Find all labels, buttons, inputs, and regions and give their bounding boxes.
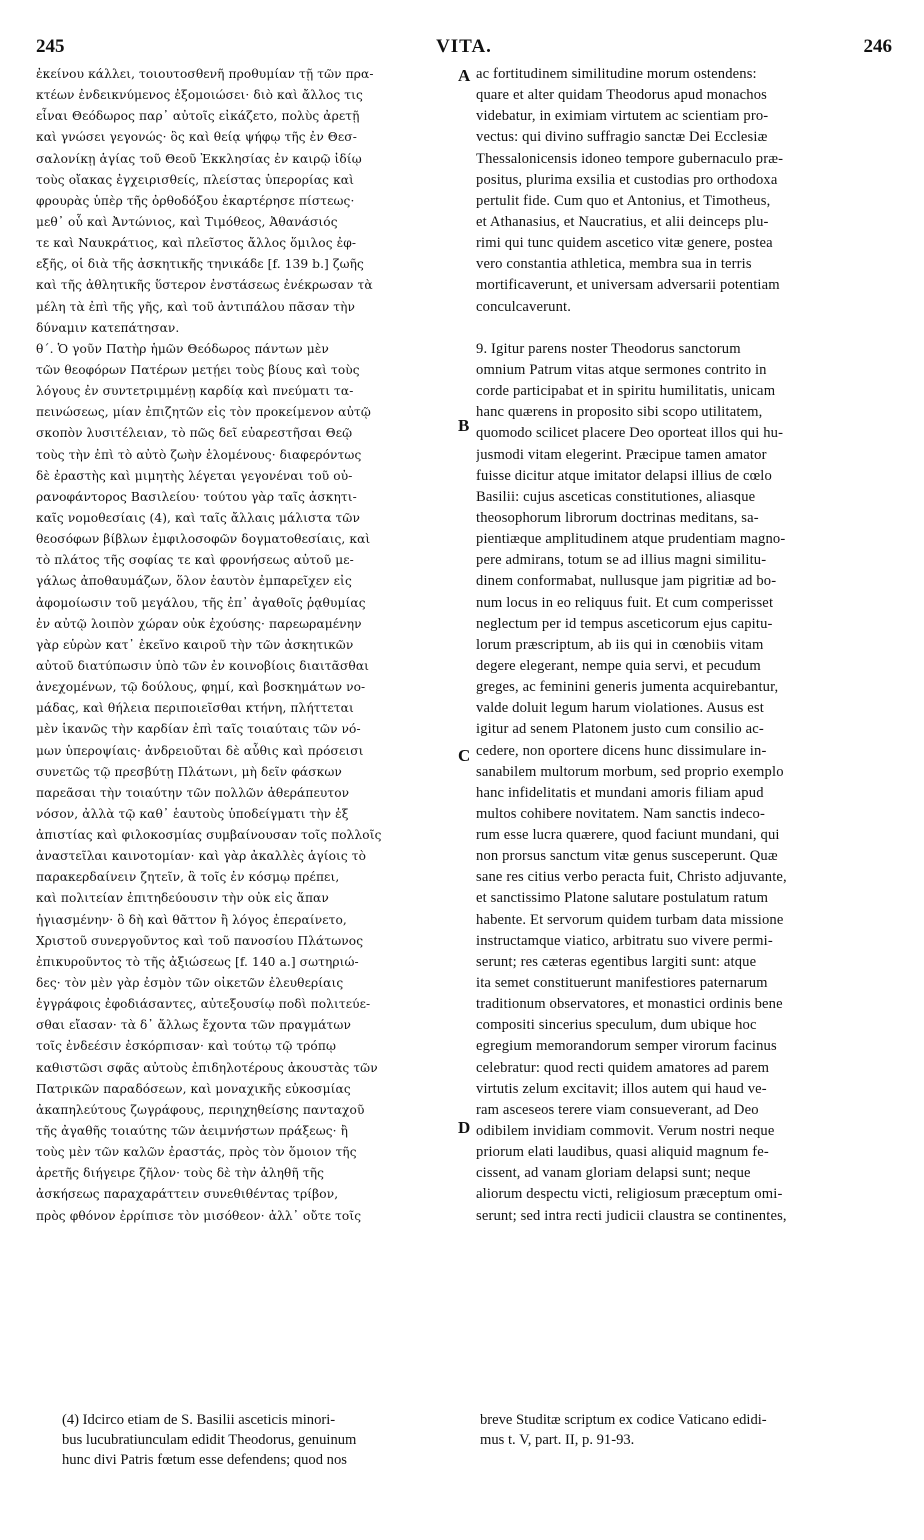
greek-text-line: καθιστῶσι σφᾶς αὐτοὺς ἐπιδηλοτέρους ἀκουστὰς τῶν [36, 1060, 378, 1075]
greek-text-line: καὶ γνώσει γεγονώς· ὃς καὶ θείᾳ ψήφῳ τῆς ἐν Θεσ- [36, 130, 357, 145]
latin-text-line: cedere, non oportere dicens hunc dissimulare in- [476, 742, 767, 759]
greek-text-line: ἀκαπηλεύτους ζωγράφους, περιηχηθείσης πανταχοῦ [36, 1102, 365, 1117]
greek-text-line: γάλως ἀποθαυμάζων, ὅλον ἑαυτὸν ἐμπαρεῖχεν εἰς [36, 574, 352, 589]
greek-text-line: αὐτοῦ διατύπωσιν ὑπὸ τῶν ἐν κοινοβίοις διαιτᾶσθαι [36, 658, 370, 673]
margin-letter-a: A [458, 66, 471, 85]
latin-text-line: Thessalonicensis idoneo tempore gubernaculo præ- [476, 150, 784, 167]
latin-text-line: quare et alter quidam Theodorus apud monachos [476, 87, 767, 104]
greek-text-line: μέλη τὰ ἐπὶ τῆς γῆς, καὶ τοῦ ἀντιπάλου πᾶσαν τὴν [36, 299, 356, 314]
latin-text-line: traditionum observatores, et monastici ordinis bene [476, 996, 783, 1013]
greek-text-line: ἀπιστίας καὶ φιλοκοσμίας συμβαίνουσαν τοῖς πολλοῖς [36, 828, 382, 843]
greek-text-line: ἀφομοίωσιν τοῦ μεγάλου, τῆς ἐπ᾽ ἀγαθοῖς ῥᾳθυμίας [36, 595, 366, 610]
greek-text-line: δύναμιν κατεπάτησαν. [36, 320, 180, 335]
greek-text-line: μεθ᾽ οὗ καὶ Ἀντώνιος, καὶ Τιμόθεος, Ἀθανάσιός [36, 214, 338, 229]
latin-text-line: mortificaverunt, et universam adversarii potentiam [476, 277, 780, 294]
greek-text-line: τὸ πλάτος τῆς σοφίας τε καὶ φρονήσεως αὐτοῦ με- [36, 553, 354, 568]
latin-text-line: neglectum per id tempus asceticorum ejus capitu- [476, 615, 773, 632]
latin-text-line: ram asceseos terere viam consueverant, ad Deo [476, 1101, 759, 1118]
latin-text-line: habente. Et servorum quidem turbam data missione [476, 911, 784, 928]
greek-text-line: τοῖς ἐνδεέσιν ἐσκόρπισαν· καὶ τούτῳ τῷ τρόπῳ [36, 1039, 337, 1054]
latin-text-line: lorum præscriptum, ab iis qui in cœnobiis vitam [476, 636, 764, 653]
greek-text-line: συνετῶς τῷ πρεσβύτῃ Πλάτωνι, μὴ δεῖν φάσκων [36, 764, 342, 779]
greek-text-line: λόγους ἐν συντετριμμένῃ καρδίᾳ καὶ πνεύματι τα- [36, 384, 354, 399]
margin-letter-b: B [458, 416, 470, 435]
latin-text-line: et Athanasius, et Naucratius, et alii deinceps plu- [476, 213, 769, 230]
greek-text-line: ἀνεχομένων, τῷ δούλους, φημί, καὶ βοσκημάτων νο- [36, 680, 366, 695]
latin-text-line [476, 318, 894, 339]
latin-text-line: dinem conformabat, nullusque jam pigritiæ ad bo- [476, 573, 777, 590]
greek-text-line: τοὺς τὴν ἐπὶ τὸ αὐτὸ ζωὴν ἑλομένους· διαφερόντως [36, 447, 362, 462]
footnote-line: mus t. V, part. II, p. 91-93. [480, 1432, 635, 1448]
greek-text-column [36, 64, 454, 1227]
greek-text-line: ἀρετῆς διήγειρε ζῆλον· τοὺς δὲ τὴν ἀληθῆ τῆς [36, 1166, 325, 1181]
greek-text-line: Χριστοῦ συνεργοῦντος καὶ τοῦ πανοσίου Πλάτωνος [36, 933, 364, 948]
latin-text-line: conculcaverunt. [476, 298, 572, 315]
latin-text-column [476, 64, 894, 1227]
footnote-right [480, 1410, 890, 1450]
footnote-line: bus lucubratiunculam edidit Theodorus, genuinum [62, 1432, 357, 1448]
greek-text-line: τε καὶ Ναυκράτιος, καὶ πλεῖστος ἄλλος ὅμιλος ἐφ- [36, 236, 357, 251]
latin-text-line: serunt; res cæteras egentibus largiti sunt: atque [476, 953, 757, 970]
footnote-line: (4) Idcirco etiam de S. Basilii asceticis minori- [62, 1412, 336, 1428]
greek-text-line: ἐκείνου κάλλει, τοιουτοσθενῆ προθυμίαν τῇ τῶν πρα- [36, 67, 374, 81]
latin-text-line: jusmodi vitam elegerint. Præcipue tamen amator [476, 446, 767, 463]
greek-text-line: μων ὑπεροψίαις· ἀνδρειοῦται δὲ αὖθις καὶ πρόσεισι [36, 743, 364, 758]
greek-text-line: πρὸς φθόνον ἐρρίπισε τὸν μισόθεον· ἀλλ᾽ οὔτε τοῖς [36, 1208, 362, 1223]
latin-text-line: num locus in eo reliquus fuit. Et cum comperisset [476, 594, 774, 611]
greek-text-line: δες· τὸν μὲν γὰρ ἐσμὸν τῶν οἰκετῶν ἐλευθερίαις [36, 976, 344, 991]
greek-text-line: παρεᾶσαι τὴν τοιαύτην τῶν πολλῶν ἀθεράπευτον [36, 785, 350, 800]
latin-text-line: virtutis zelum excitavit; illos autem qui haud ve- [476, 1080, 767, 1097]
latin-text-line: serunt; sed intra recti judicii claustra se continentes, [476, 1207, 787, 1224]
latin-text-line: vero constantia athletica, membra sua in terris [476, 256, 752, 273]
latin-text-line: compositi sincerius speculum, dum ubique hoc [476, 1017, 757, 1034]
latin-text-line: priorum elati laudibus, quasi aliquid magnum fe- [476, 1144, 769, 1161]
latin-text-line: hanc infidelitatis et mundani amoris filiam apud [476, 784, 764, 801]
latin-text-line: rimi qui tunc quidem ascetico vitæ genere, postea [476, 235, 773, 252]
latin-text-line: pere admirans, totum se ad illius magni similitu- [476, 552, 767, 569]
latin-text-line: multos cohibere novitatem. Nam sanctis indeco- [476, 805, 765, 822]
greek-text-line: τοὺς οἴακας ἐγχειρισθείς, πλείστας ὑπερορίας καὶ [36, 172, 355, 187]
greek-text-line: εξῆς, οἱ διὰ τῆς ἀσκητικῆς τηνικάδε [f. 139 b.] ζωῆς [36, 257, 364, 272]
right-page-number: 246 [863, 36, 892, 57]
greek-text-line: καῖς νομοθεσίαις (4), καὶ ταῖς ἄλλαις μάλιστα τῶν [36, 510, 360, 525]
latin-text-line: cissent, ad vanam gloriam delapsi sunt; neque [476, 1165, 751, 1182]
footnote-line: breve Studitæ scriptum ex codice Vaticano edidi- [480, 1412, 767, 1428]
greek-text-line: ἐν αὐτῷ λοιπὸν χώραν οὐκ ἐχούσης· παρεωραμένην [36, 616, 362, 631]
footnote-left [62, 1410, 454, 1470]
left-page-number: 245 [36, 36, 65, 57]
latin-text-line: vectus: qui divino suffragio sanctæ Dei Ecclesiæ [476, 129, 768, 146]
latin-text-line: egregium memorandorum semper virorum facinus [476, 1038, 777, 1055]
greek-text-line: μάδας, καὶ θήλεια περιποιεῖσθαι κτήνη, πλήττεται [36, 701, 354, 716]
latin-text-line: theosophorum librorum doctrinas meditans, sa- [476, 509, 759, 526]
greek-text-line: γὰρ εὑρὼν κατ᾽ ἐκεῖνο καιροῦ τὴν τῶν ἀσκητικῶν [36, 637, 354, 652]
latin-text-line: pientiæque amplitudinem atque prudentiam magno- [476, 531, 786, 548]
greek-text-line: κτέων ἐνδεικνύμενος ἐξομοιώσει· διὸ καὶ ἄλλος τις [36, 88, 363, 103]
latin-text-line: 9. Igitur parens noster Theodorus sanctorum [476, 340, 741, 357]
greek-text-line: θ´. Ὁ γοῦν Πατὴρ ἡμῶν Θεόδωρος πάντων μὲν [36, 341, 329, 356]
running-title: VITA. [436, 36, 492, 57]
latin-text-line: corde participabat et in spiritu humilitatis, unicam [476, 383, 776, 400]
greek-text-line: ἀσκήσεως παραχαράττειν συνεθιθέντας τρίβον, [36, 1187, 339, 1202]
latin-text-line: ita semet constituerunt manifestiores paternarum [476, 975, 768, 992]
latin-text-line: valde doluit legum harum violationes. Ausus est [476, 700, 764, 717]
greek-text-line: καὶ τῆς ἀθλητικῆς ὕστερον ἐνστάσεως ἐνέκρωσαν τὰ [36, 278, 373, 293]
greek-text-line: μὲν ἱκανῶς τὴν καρδίαν ἐπὶ ταῖς τοιαύταις τῶν νό- [36, 722, 361, 737]
greek-text-line: ἀναστεῖλαι καινοτομίαν· καὶ γὰρ ἀκαλλὲς ἁγίοις τὸ [36, 849, 367, 864]
latin-text-line: pertulit fide. Cum quo et Antonius, et Timotheus, [476, 192, 771, 209]
latin-text-line: positus, plurima exsilia et custodias pro orthodoxa [476, 171, 778, 188]
latin-text-line: non prorsus sanctum vitæ genus susceperunt. Quæ [476, 848, 778, 865]
latin-text-line: greges, ac feminini generis jumenta acquirebantur, [476, 679, 779, 696]
greek-text-line: καὶ πολιτείαν ἐπιτηδεύουσιν τὴν οὐκ εἰς ἅπαν [36, 891, 329, 906]
greek-text-line: δὲ ἐραστὴς καὶ μιμητὴς λέγεται γεγονέναι τοῦ οὐ- [36, 468, 353, 483]
latin-text-line: videbatur, in eximiam virtutem ac scientiam pro- [476, 108, 769, 125]
greek-text-line: ἐπικυροῦντος τὸ τῆς ἀξιώσεως [f. 140 a.] σωτηριώ- [36, 954, 359, 969]
greek-text-line: νόσον, ἀλλὰ τῷ καθ᾽ ἑαυτοὺς ὑποδείγματι τὴν ἐξ [36, 806, 349, 821]
footnote-line: hunc divi Patris fœtum esse defendens; quod nos [62, 1452, 347, 1468]
latin-text-line: Basilii: cujus asceticas constitutiones, aliasque [476, 488, 756, 505]
page-header [36, 36, 892, 60]
greek-text-line: σθαι εἴασαν· τὰ δ᾽ ἄλλως ἔχοντα τῶν πραγμάτων [36, 1018, 351, 1033]
greek-text-line: ἐγγράφοις ἐφοδιάσαντες, αὐτεξουσίῳ ποδὶ πολιτεύε- [36, 997, 371, 1012]
greek-text-line: ρανοφάντορος Βασιλείου· τούτου γὰρ ταῖς ἀσκητι- [36, 489, 357, 504]
greek-text-line: τοὺς μὲν τῶν καλῶν ἐραστάς, πρὸς τὸν ὅμοιον τῆς [36, 1145, 357, 1160]
latin-text-line: sane res citius verbo peracta fuit, Christo adjuvante, [476, 869, 787, 886]
greek-text-line: τῆς ἀγαθῆς τοιαύτης τῶν ἀειμνήστων πράξεως· ἢ [36, 1124, 349, 1139]
greek-text-line: θεοσόφων βίβλων ἐμφιλοσοφῶν δογματοθεσίαις, καὶ [36, 532, 371, 547]
greek-text-line: εἶναι Θεόδωρος παρ᾽ αὐτοῖς εἰκάζετο, πολὺς ἀρετῇ [36, 109, 360, 124]
latin-text-line: igitur ad senem Platonem justo cum consilio ac- [476, 721, 764, 738]
latin-text-line: quomodo scilicet placere Deo oporteat illos qui hu- [476, 425, 784, 442]
greek-text-line: τῶν θεοφόρων Πατέρων μετῄει τοὺς βίους καὶ τοὺς [36, 362, 360, 377]
latin-text-line: odibilem invidiam commovit. Verum nostri neque [476, 1123, 775, 1140]
greek-text-line: πεινώσεως, μίαν ἐπιζητῶν εἰς τὸν προκείμενον αὐτῷ [36, 405, 371, 420]
latin-text-line: et sanctissimo Platone salutare postulatum ratum [476, 890, 769, 907]
greek-text-line: ἠγιασμένην· ὃ δὴ καὶ θᾶττον ἢ λόγος ἐπεραίνετο, [36, 912, 347, 927]
margin-letter-d: D [458, 1118, 471, 1137]
latin-text-line: instructamque viatico, arbitratu suo vivere permi- [476, 932, 773, 949]
latin-text-line: aliorum despectu victi, religiosum præceptum omi- [476, 1186, 783, 1203]
greek-text-line: Πατρικῶν παραδόσεων, καὶ μοναχικῆς εὐκοσμίας [36, 1081, 351, 1096]
latin-text-line: celebratur: quod recti quidem amatores ad parem [476, 1059, 770, 1076]
greek-text-line: σκοπὸν λυσιτέλειαν, τὸ πῶς δεῖ εὐαρεστῆσαι Θεῷ [36, 426, 353, 441]
latin-text-line: fuisse dicitur atque imitator delapsi illius de cœlo [476, 467, 772, 484]
latin-text-line: rum esse lucra quærere, quod faciunt mundani, qui [476, 827, 780, 844]
greek-text-line: παρακερδαίνειν ζητεῖν, ἃ τοῖς ἐν κόσμῳ πρέπει, [36, 870, 340, 885]
latin-text-line: degere elegerant, nempe quia servi, et pecudum [476, 657, 761, 674]
margin-letter-c: C [458, 746, 471, 765]
greek-text-line: σαλονίκῃ ἁγίας τοῦ Θεοῦ Ἐκκλησίας ἐν καιρῷ ἰδίῳ [36, 151, 362, 166]
latin-text-line: hanc quærens in proposito sibi scopo utilitatem, [476, 404, 763, 421]
latin-text-line: omnium Patrum vitas atque sermones contrito in [476, 361, 767, 378]
latin-text-line: ac fortitudinem similitudine morum ostendens: [476, 66, 757, 82]
greek-text-line: φρουρὰς ὑπὲρ τῆς ὀρθοδόξου ἐκαρτέρησε πίστεως· [36, 193, 355, 208]
latin-text-line: sanabilem multorum morbum, sed proprio exemplo [476, 763, 784, 780]
